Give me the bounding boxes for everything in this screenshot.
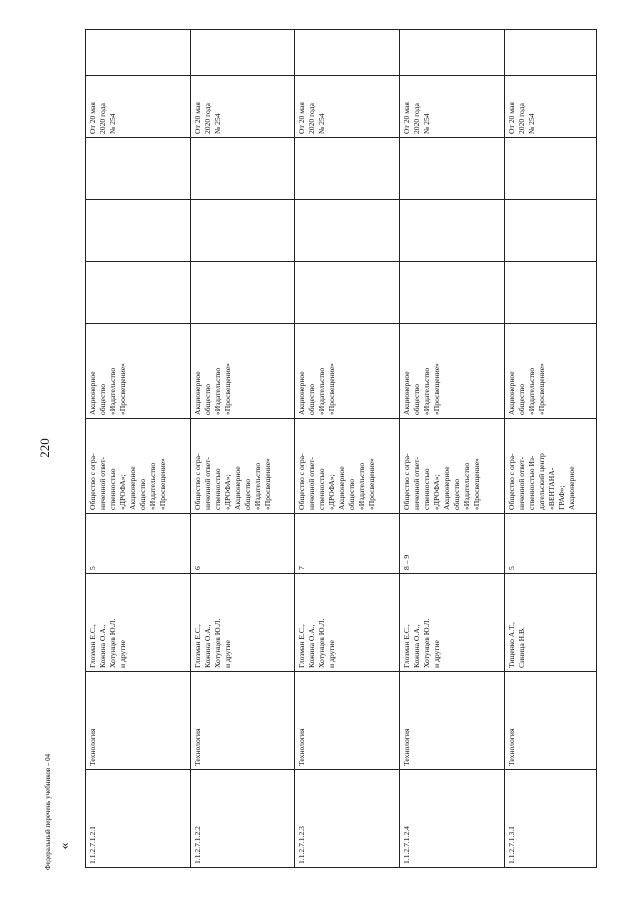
empty-cell (399, 138, 504, 200)
authors-cell (190, 574, 295, 672)
authors-text: Глозман Е.С., Кожина О.А., Хотунцев Ю.Л. и другие (401, 618, 442, 668)
authors-text: Глозман Е.С., Кожина О.А., Хотунцев Ю.Л. и другие (192, 618, 232, 668)
publisher-cell (399, 419, 504, 514)
empty-cell (504, 262, 596, 324)
order-text: От 20 мая 2020 года № 254 (297, 102, 327, 134)
subject-cell (190, 672, 295, 770)
grade-cell (295, 514, 400, 574)
empty-cell (86, 138, 191, 200)
publisher-alt-text: Акционерное общество «Издательство «Просвещение» (88, 363, 128, 415)
continuation-quote-mark: « (57, 842, 73, 850)
authors-cell (295, 574, 400, 672)
grade-cell (190, 514, 295, 574)
authors-cell (504, 574, 596, 672)
publisher-alt-cell (86, 324, 191, 419)
authors-text: Тищенко А.Т., Синица Н.В. (506, 622, 526, 668)
publisher-text: Общество с огра- ниченной ответ- ственностью Из- дательский центр «ВЕНТАНА- ГРАФ»; Акционерное (506, 453, 576, 510)
order-text: От 20 мая 2020 года № 254 (506, 102, 536, 134)
publisher-alt-cell (504, 324, 596, 419)
authors-text: Глозман Е.С., Кожина О.А., Хотунцев Ю.Л. и другие (88, 618, 128, 668)
page-number: 220 (37, 438, 52, 458)
empty-cell (86, 200, 191, 262)
order-cell (295, 76, 400, 138)
publisher-text: Общество с огра- ниченной ответ- ственностью «ДРОФА»; Акционерное общество «Издательство «Просвещение» (88, 453, 168, 510)
publisher-text: Общество с огра- ниченной ответ- ственностью «ДРОФА»; Акционерное общество «Издательство «Просвещение» (192, 453, 272, 510)
code-cell (504, 770, 596, 868)
rotated-table-wrapper (85, 30, 597, 868)
publisher-alt-cell (399, 324, 504, 419)
subject-text: Технология (192, 728, 202, 766)
table-row (504, 30, 596, 868)
subject-cell (399, 672, 504, 770)
empty-cell (190, 200, 295, 262)
footer-note: Федеральный перечень учебников – 04 (44, 753, 52, 870)
publisher-cell (190, 419, 295, 514)
empty-cell (504, 138, 596, 200)
grade-text: 6 (192, 566, 202, 570)
grade-cell (86, 514, 191, 574)
publisher-alt-text: Акционерное общество «Издательство «Просвещение» (506, 363, 546, 415)
code-cell (190, 770, 295, 868)
empty-cell (399, 30, 504, 76)
empty-cell (504, 30, 596, 76)
empty-cell (190, 30, 295, 76)
table-row (86, 30, 191, 868)
publisher-cell (295, 419, 400, 514)
empty-cell (295, 262, 400, 324)
subject-text: Технология (88, 728, 97, 766)
code-cell (399, 770, 504, 868)
empty-cell (504, 200, 596, 262)
empty-cell (295, 30, 400, 76)
subject-cell (295, 672, 400, 770)
code-text: 1.1.2.7.1.3.1 (506, 826, 516, 864)
order-cell (190, 76, 295, 138)
subject-text: Технология (401, 728, 411, 766)
table-row (190, 30, 295, 868)
order-text: От 20 мая 2020 года № 254 (88, 102, 118, 134)
publisher-alt-cell (190, 324, 295, 419)
publisher-alt-cell (295, 324, 400, 419)
empty-cell (399, 200, 504, 262)
empty-cell (86, 30, 191, 76)
textbook-list-table (85, 29, 597, 868)
subject-text: Технология (506, 728, 516, 766)
grade-text: 8 – 9 (401, 554, 411, 570)
code-cell (86, 770, 191, 868)
publisher-alt-text: Акционерное общество «Издательство «Просвещение» (297, 363, 337, 415)
code-text: 1.1.2.7.1.2.3 (297, 826, 307, 864)
subject-cell (86, 672, 191, 770)
table-body (86, 30, 597, 868)
authors-cell (399, 574, 504, 672)
empty-cell (399, 262, 504, 324)
code-text: 1.1.2.7.1.2.4 (401, 826, 411, 864)
code-text: 1.1.2.7.1.2.1 (88, 826, 97, 864)
empty-cell (86, 262, 191, 324)
grade-cell (504, 514, 596, 574)
grade-cell (399, 514, 504, 574)
authors-cell (86, 574, 191, 672)
publisher-text: Общество с огра- ниченной ответ- ственностью «ДРОФА»; Акционерное общество «Издательство «Просвещение» (401, 453, 482, 510)
grade-text: 5 (88, 566, 97, 570)
table-row (295, 30, 400, 868)
subject-text: Технология (297, 728, 307, 766)
grade-text: 7 (297, 566, 307, 570)
publisher-alt-text: Акционерное общество «Издательство «Просвещение» (192, 363, 232, 415)
order-text: От 20 мая 2020 года № 254 (192, 102, 222, 134)
authors-text: Глозман Е.С., Кожина О.А., Хотунцев Ю.Л. и другие (297, 618, 337, 668)
table-row (399, 30, 504, 868)
publisher-cell (504, 419, 596, 514)
order-cell (86, 76, 191, 138)
empty-cell (295, 138, 400, 200)
publisher-text: Общество с огра- ниченной ответ- ственностью «ДРОФА»; Акционерное общество «Издательство «Просвещение» (297, 453, 377, 510)
publisher-alt-text: Акционерное общество «Издательство «Просвещение» (401, 363, 442, 415)
empty-cell (295, 200, 400, 262)
empty-cell (190, 262, 295, 324)
order-cell (504, 76, 596, 138)
subject-cell (504, 672, 596, 770)
code-cell (295, 770, 400, 868)
code-text: 1.1.2.7.1.2.2 (192, 826, 202, 864)
publisher-cell (86, 419, 191, 514)
order-cell (399, 76, 504, 138)
grade-text: 5 (506, 566, 516, 570)
order-text: От 20 мая 2020 года № 254 (401, 102, 431, 134)
empty-cell (190, 138, 295, 200)
